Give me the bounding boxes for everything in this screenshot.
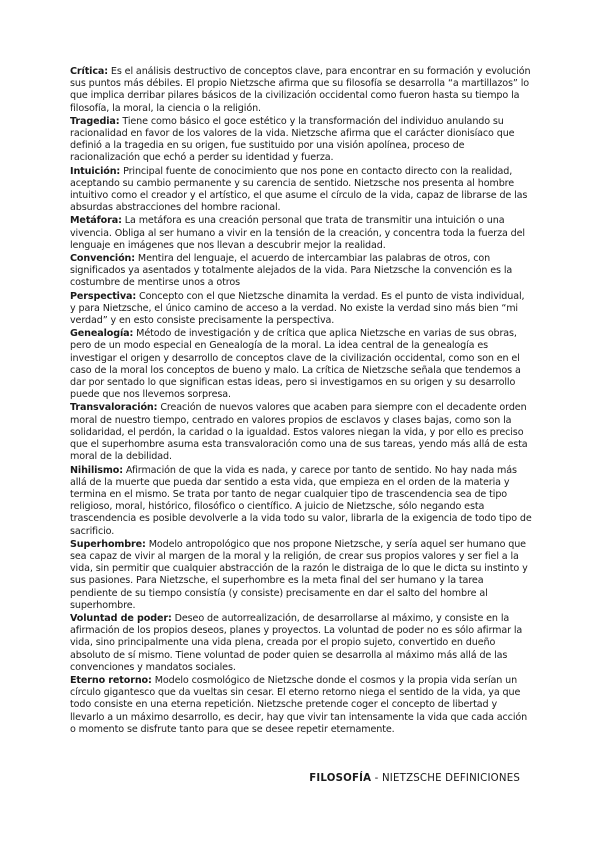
definition-text: Tiene como básico el goce estético y la transformación del individuo anulando su racionalidad en favor de los valores de la vida. Nietzsche afirma que el carácter dionisíaco que definió a la tragedia en su origen, fue sustituido por una visión apolínea, proceso de racionalización que echó a perder su identidad y fuerza. [70, 115, 515, 164]
page-footer [300, 773, 520, 784]
definition-term: Metáfora: [70, 215, 122, 227]
definition-text: Afirmación de que la vida es nada, y carece por tanto de sentido. No hay nada más allá de la muerte que pueda dar sentido a esta vida, que empieza en el orden de la materia y termina en el mismo. Se trata por tanto de negar cualquier tipo de trascendencia sea de tipo religioso, moral, histórico, filosófico o científico. A juicio de Nietzsche, sólo negando esta trascendencia es posible devolverle a la vida todo su valor, librarla de la exigencia de todo tipo de sacrificio. [70, 464, 532, 537]
definition-term: Superhombre: [70, 538, 146, 550]
definition-term: Transvaloración: [70, 402, 158, 414]
definition-text: Principal fuente de conocimiento que nos pone en contacto directo con la realidad, aceptando su cambio permanente y su carencia de sentido. Nietzsche nos presenta al hombre intuitivo como el creador y el artístico, el que asume el círculo de la vida, capaz de librarse de las absurdas abstracciones del hombre racional. [70, 165, 528, 214]
definition-superhombre [70, 539, 532, 612]
definition-text: Modelo cosmológico de Nietzsche donde el cosmos y la propia vida serían un círculo gigantesco que da vueltas sin cesar. El eterno retorno niega el sentido de la vida, ya que todo consiste en una eterna repetición. Nietzsche pretende coger el concepto de libertad y llevarlo a un máximo desarrollo, es decir, hay que vivir tan intensamente la vida que cada acción o momento se disfrute tanto para que se desee repetir eternamente. [70, 674, 528, 735]
definition-intuicion [70, 166, 532, 215]
definition-term: Convención: [70, 253, 135, 265]
definition-text: Creación de nuevos valores que acaben para siempre con el decadente orden moral de nuestro tiempo, centrado en valores propios de esclavos y clases bajas, como son la solidaridad, el perdón, la caridad o la igualdad. Estos valores niegan la vida, y por ello es preciso que el superhombre asuma esta transvaloración como una de sus tareas, yendo más allá de esta moral de la debilidad. [70, 402, 528, 463]
footer-subject: FILOSOFÍA [309, 773, 372, 784]
definition-term: Intuición: [70, 165, 121, 177]
definition-perspectiva [70, 291, 532, 328]
definition-text: Es el análisis destructivo de conceptos clave, para encontrar en su formación y evolución sus puntos más débiles. El propio Nietzsche afirma que su filosofía se desarrolla “a martillazos” lo que implica derribar pilares básicos de la civilización occidental como fueron hasta su tiempo la filosofía, la moral, la ciencia o la religión. [70, 66, 531, 114]
footer-separator: - [371, 773, 382, 784]
definition-text: Método de investigación y de crítica que aplica Nietzsche en varias de sus obras, pero de un modo especial en Genealogía de la moral. La idea central de la genealogía es investigar el origen y desarrollo de conceptos clave de la civilización occidental, como son en el caso de la moral los conceptos de bueno y malo. La crítica de Nietzsche señala que tendemos a dar por sentado lo que significan estas ideas, pero si investigamos en su origen y su desarrollo puede que nos llevemos sorpresa. [70, 328, 521, 401]
definition-critica [70, 66, 532, 115]
footer-topic: NIETZSCHE DEFINICIONES [381, 773, 520, 784]
definition-transvaloracion [70, 402, 532, 463]
definition-voluntad-de-poder [70, 613, 532, 674]
definition-term: Genealogía: [70, 328, 134, 340]
definition-term: Tragedia: [70, 115, 120, 127]
definition-convencion [70, 253, 532, 290]
definition-term: Eterno retorno: [70, 674, 152, 686]
definition-genealogia [70, 328, 532, 401]
definition-term: Crítica: [70, 66, 108, 77]
definition-term: Voluntad de poder: [70, 612, 172, 624]
definition-tragedia [70, 116, 532, 165]
definitions-list [70, 66, 532, 737]
definition-term: Nihilismo: [70, 464, 123, 476]
definition-metafora [70, 215, 532, 252]
definition-text: Modelo antropológico que nos propone Nietzsche, y sería aquel ser humano que sea capaz de vivir al margen de la moral y la religión, de crear sus propios valores y ser fiel a la vida, sin permitir que cualquier abstracción de la razón le distraiga de lo que le dicta su instinto y sus pasiones. Para Nietzsche, el superhombre es la meta final del ser humano y la tarea pendiente de su tiempo consistía (y consiste) precisamente en dar el salto del hombre al superhombre. [70, 538, 528, 611]
definition-text: Concepto con el que Nietzsche dinamita la verdad. Es el punto de vista individual, y para Nietzsche, el único camino de acceso a la verdad. No existe la verdad sino más bien “mi verdad” y en esto consiste precisamente la perspectiva. [70, 290, 525, 327]
definition-text: Mentira del lenguaje, el acuerdo de intercambiar las palabras de otros, con significados ya asentados y totalmente alejados de la vida. Para Nietzsche la convención es la costumbre de mentirse unos a otros [70, 253, 513, 289]
definition-nihilismo [70, 465, 532, 538]
definition-text: La metáfora es una creación personal que trata de transmitir una intuición o una vivencia. Obliga al ser humano a vivir en la tensión de la creación, y concentra toda la fuerza del lenguaje en imágenes que nos llevan a descubrir mejor la realidad. [70, 215, 525, 251]
definition-eterno-retorno [70, 675, 532, 736]
definition-text: Deseo de autorrealización, de desarrollarse al máximo, y consiste en la afirmación de los propios deseos, planes y proyectos. La voluntad de poder no es sólo afirmar la vida, sino principalmente una vida plena, creada por el propio sujeto, convertido en dueño absoluto de sí mismo. Tiene voluntad de poder quien se desarrolla al máximo más allá de las convenciones y mandatos sociales. [70, 612, 523, 673]
definition-term: Perspectiva: [70, 290, 137, 302]
